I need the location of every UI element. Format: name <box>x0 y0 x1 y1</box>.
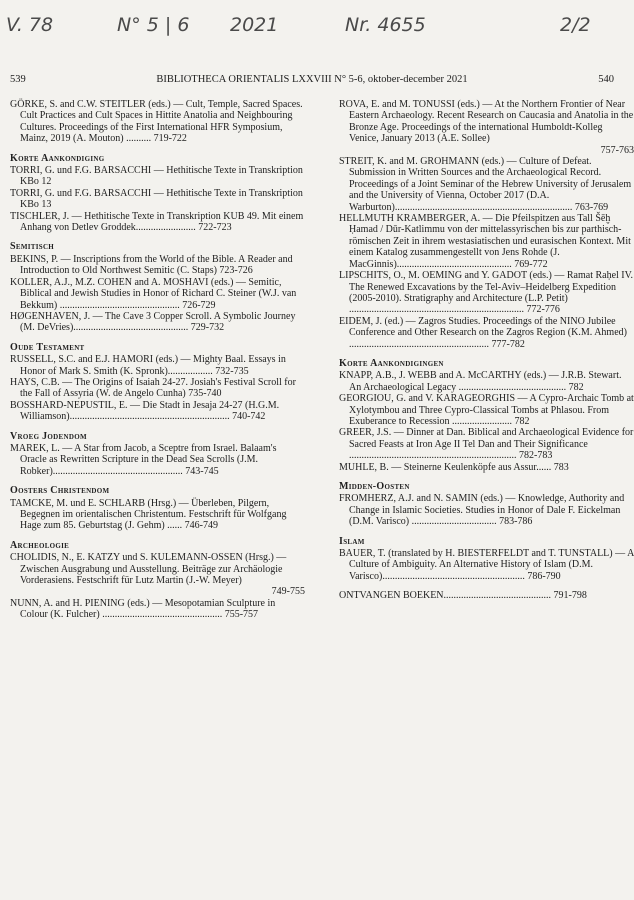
left-column <box>10 99 305 629</box>
toc-section <box>339 590 634 601</box>
section-heading: Archeologie <box>10 539 70 551</box>
toc-section <box>10 99 305 145</box>
toc-entry <box>10 277 305 311</box>
toc-entry <box>339 270 634 316</box>
handwritten-volume: V. 78 <box>6 14 54 36</box>
entry-text: TAMCKE, M. und E. SCHLARB (Hrsg.) — Überleben, Pilgern, Begegnen im orientalischen Christentum. Festschrift für Wolfgang Hage zum 85. Geburtstag (J. Gehm) ...... 746-749 <box>10 497 287 532</box>
section-heading: Midden-Oosten <box>339 481 410 492</box>
page-number-left: 539 <box>10 74 26 85</box>
section-heading: Korte Aankondiging <box>10 152 105 164</box>
entry-text: KOLLER, A.J., M.Z. COHEN and A. MOSHAVI (eds.) — Semitic, Biblical and Jewish Studies in Honor of Richard C. Steiner (W.J. van Bekkum) ................................................ 726-729 <box>10 276 297 311</box>
running-header <box>10 74 614 88</box>
entry-text: FROMHERZ, A.J. and N. SAMIN (eds.) — Knowledge, Authority and Change in Islamic Societies. Studies in Honor of Dale F. Eickelman (D.M. Varisco) .................................. 783-786 <box>339 493 625 528</box>
toc-entry <box>10 211 305 234</box>
toc-section <box>10 540 305 621</box>
toc-entry <box>10 165 305 188</box>
entry-text: LIPSCHITS, O., M. OEMING and Y. GADOT (eds.) — Ramat Raḥel IV. The Renewed Excavations by the Tel-Aviv–Heidelberg Expedition (2005-2010). Stratigraphy and Architecture (L.P. Petit) ...................................................................... 772-776 <box>339 270 634 316</box>
entry-text: NUNN, A. and H. PIENING (eds.) — Mesopotamian Sculpture in Colour (K. Fulcher) ................................................ 755-757 <box>10 597 276 621</box>
section-heading: Oosters Christendom <box>10 485 110 497</box>
toc-entry <box>339 548 634 582</box>
entry-text: CHOLIDIS, N., E. KATZY und S. KULEMANN-OSSEN (Hrsg.) — Zwischen Ausgrabung und Ausstellung. Beiträge zur Archäologie Vorderasiens. Festschrift für Lutz Martin (J.-W. Meyer) <box>10 552 287 587</box>
section-heading: Vroeg Jodendom <box>10 430 87 442</box>
entry-text: GÖRKE, S. and C.W. STEITLER (eds.) — Cult, Temple, Sacred Spaces. Cult Practices and Cult Spaces in Hittite Anatolia and Neighbouring Cultures. Proceedings of the First International HFR Symposium, Mainz, 2019 (A. Mouton) .......... 719-722 <box>10 99 303 145</box>
section-heading: Korte Aankondigingen <box>339 357 444 369</box>
entry-text: HAYS, C.B. — The Origins of Isaiah 24-27. Josiah's Festival Scroll for the Fall of Assyria (W. de Angelo Cunha) 735-740 <box>10 376 296 400</box>
toc-entry <box>10 377 305 400</box>
entry-text: MUHLE, B. — Steinerne Keulenköpfe aus Assur...... 783 <box>339 461 569 473</box>
toc-entry <box>339 370 634 393</box>
entry-text: ONTVANGEN BOEKEN........................................... 791-798 <box>339 590 587 602</box>
entry-text: GEORGIOU, G. and V. KARAGEORGHIS — A Cypro-Archaic Tomb at Xylotymbou and Three Cypro-Classical Tombs at Phlasou. From Exuberance to Recession ........................ 782 <box>339 393 634 427</box>
toc-entry <box>10 354 305 377</box>
entry-text: GREER, J.S. — Dinner at Dan. Biblical and Archaeological Evidence for Sacred Feasts at Iron Age II Tel Dan and Their Significance ................................................................... 782-783 <box>339 427 634 462</box>
entry-text: BOSSHARD-NEPUSTIL, E. — Die Stadt in Jesaja 24-27 (H.G.M. Williamson)................................................................ 740-742 <box>10 399 280 423</box>
section-heading: Islam <box>339 535 365 547</box>
entry-text: MAREK, L. — A Star from Jacob, a Sceptre from Israel. Balaam's Oracle as Rewritten Scripture in the Dead Sea Scrolls (J.M. Robker).................................................... 743-745 <box>10 442 277 477</box>
toc-section <box>339 99 634 350</box>
section-heading: Oude Testament <box>10 341 85 353</box>
toc-entry <box>339 99 634 156</box>
toc-entry <box>339 493 634 527</box>
entry-text: TORRI, G. und F.G. BARSACCHI — Hethitische Texte in Transkription KBo 13 <box>10 187 303 211</box>
toc-entry <box>339 590 634 601</box>
toc-entry <box>10 99 305 145</box>
entry-text: KNAPP, A.B., J. WEBB and A. McCARTHY (eds.) — J.R.B. Stewart. An Archaeological Legacy ........................................... 782 <box>339 370 622 393</box>
right-column <box>339 99 634 610</box>
toc-section <box>339 536 634 583</box>
page-number-right: 540 <box>598 74 614 85</box>
toc-entry <box>339 427 634 461</box>
toc-entry <box>339 213 634 270</box>
journal-title: BIBLIOTHECA ORIENTALIS LXXVIII N° 5-6, oktober-december 2021 <box>156 74 468 85</box>
toc-entry <box>10 598 305 621</box>
toc-entry <box>10 188 305 211</box>
toc-entry <box>339 156 634 213</box>
toc-entry <box>339 393 634 427</box>
handwritten-number: Nr. 4655 <box>345 14 426 36</box>
toc-section <box>339 358 634 473</box>
entry-text: BAUER, T. (translated by H. BIESTERFELDT and T. TUNSTALL) — A Culture of Ambiguity. An Alternative History of Islam (D.M. Varisco)......................................................... 786-790 <box>339 548 634 582</box>
toc-entry <box>10 311 305 334</box>
entry-text: BEKINS, P. — Inscriptions from the World of the Bible. A Reader and Introduction to Old Northwest Semitic (C. Staps) 723-726 <box>10 253 293 277</box>
toc-section <box>10 241 305 333</box>
toc-section <box>10 342 305 423</box>
toc-entry <box>339 462 634 473</box>
handwritten-issue: N° 5 | 6 <box>117 14 190 36</box>
toc-entry <box>10 498 305 532</box>
entry-text: HELLMUTH KRAMBERGER, A. — Die Pfeilspitzen aus Tall Šēḫ Ḥamad / Dūr-Katlimmu von der mittelassyrischen bis zur parthisch-römischen Zeit in ihrem westasiatischen und eurasischen Kontext. Mit einem Katalog zusammengestellt von Jens Rohde (J. MacGinnis).............................................. 769-772 <box>339 213 631 270</box>
toc-entry <box>10 443 305 477</box>
toc-section <box>339 481 634 528</box>
handwritten-part: 2/2 <box>560 14 591 36</box>
entry-text: ROVA, E. and M. TONUSSI (eds.) — At the Northern Frontier of Near Eastern Archaeology. Recent Research on Caucasia and Anatolia in the Bronze Age. Proceedings of the international Humboldt-Kolleg Venice, January 2013 (A.E. Sollee) <box>339 99 634 145</box>
toc-section <box>10 153 305 234</box>
toc-section <box>10 485 305 532</box>
toc-section <box>10 431 305 478</box>
entry-text: STREIT, K. and M. GROHMANN (eds.) — Culture of Defeat. Submission in Written Sources and the Archaeological Record. Proceedings of a Joint Seminar of the Hebrew University of Jerusalem and the University of Vienna, October 2017 (D.A. Warburton)....................................................................... 763-769 <box>339 156 632 213</box>
entry-text: RUSSELL, S.C. and E.J. HAMORI (eds.) — Mighty Baal. Essays in Honor of Mark S. Smith (K. Spronk).................. 732-735 <box>10 354 286 377</box>
section-heading: Semitisch <box>10 241 55 253</box>
toc-entry <box>10 552 305 598</box>
entry-text: EIDEM, J. (ed.) — Zagros Studies. Proceedings of the NINO Jubilee Conference and Other Research on the Zagros Region (K.M. Ahmed) ........................................................ 777-782 <box>339 315 627 350</box>
entry-text: HØGENHAVEN, J. — The Cave 3 Copper Scroll. A Symbolic Journey (M. DeVries).............................................. 729-732 <box>10 310 296 334</box>
entry-text: TISCHLER, J. — Hethitische Texte in Transkription KUB 49. Mit einem Anhang von Detlev Groddek........................ 722-723 <box>10 210 304 234</box>
handwritten-year: 2021 <box>230 14 279 36</box>
entry-pages: 749-755 <box>271 586 305 598</box>
entry-pages: 757-763 <box>600 144 634 156</box>
toc-entry <box>339 316 634 350</box>
entry-text: TORRI, G. und F.G. BARSACCHI — Hethitische Texte in Transkription KBo 12 <box>10 165 303 188</box>
toc-entry <box>10 254 305 277</box>
toc-entry <box>10 400 305 423</box>
handwritten-annotations <box>0 10 634 50</box>
